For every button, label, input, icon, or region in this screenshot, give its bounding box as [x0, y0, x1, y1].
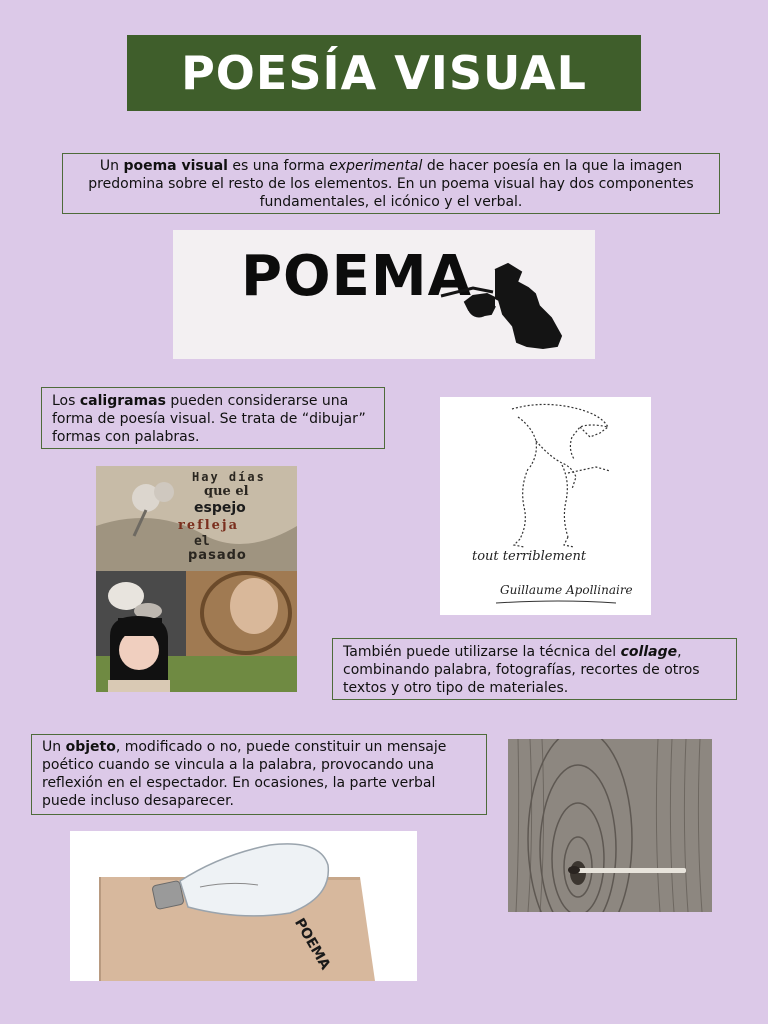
objeto-textbox: Un objeto, modificado o no, puede constituir un mensaje poético cuando se vincula a la palabra, provocando una reflexión en el espectador. En ocasiones, la parte verbal puede incluso desaparecer. [31, 734, 487, 815]
signature-underline [440, 397, 651, 615]
intro-textbox: Un poema visual es una forma experimental de hacer poesía en la que la imagen predomina sobre el resto de los elementos. En un poema visual hay dos componentes fundamentales, el icónico y el verbal. [62, 153, 720, 214]
collage-image [96, 466, 297, 692]
collage-word-4: refleja [178, 518, 240, 533]
caligramas-textbox: Los caligramas pueden considerarse una forma de poesía visual. Se trata de “dibujar” formas con palabras. [41, 387, 385, 449]
page-title: POESÍA VISUAL [127, 35, 641, 111]
collage-word-1: Hay días [192, 470, 266, 484]
revolver-icon [173, 230, 595, 359]
wood-match-image [508, 739, 712, 912]
poema-word: POEMA [241, 244, 472, 309]
calligram-caption: tout terriblement [472, 549, 587, 564]
collage-word-5: el [194, 534, 210, 549]
lightbulb-icon [70, 831, 417, 981]
collage-word-6: pasado [188, 548, 247, 563]
bulb-word: POEMA [291, 915, 334, 973]
collage-textbox: También puede utilizarse la técnica del collage, combinando palabra, fotografías, recortes de otros textos y otro tipo de materiales. [332, 638, 737, 700]
apollinaire-signature: Guillaume Apollinaire [500, 583, 633, 597]
lightbulb-image [70, 831, 417, 981]
poema-gun-image [173, 230, 595, 359]
collage-word-3: espejo [194, 500, 246, 516]
caligrama-image [440, 397, 651, 615]
wood-grain [508, 739, 712, 912]
collage-word-2: que el [204, 484, 249, 499]
